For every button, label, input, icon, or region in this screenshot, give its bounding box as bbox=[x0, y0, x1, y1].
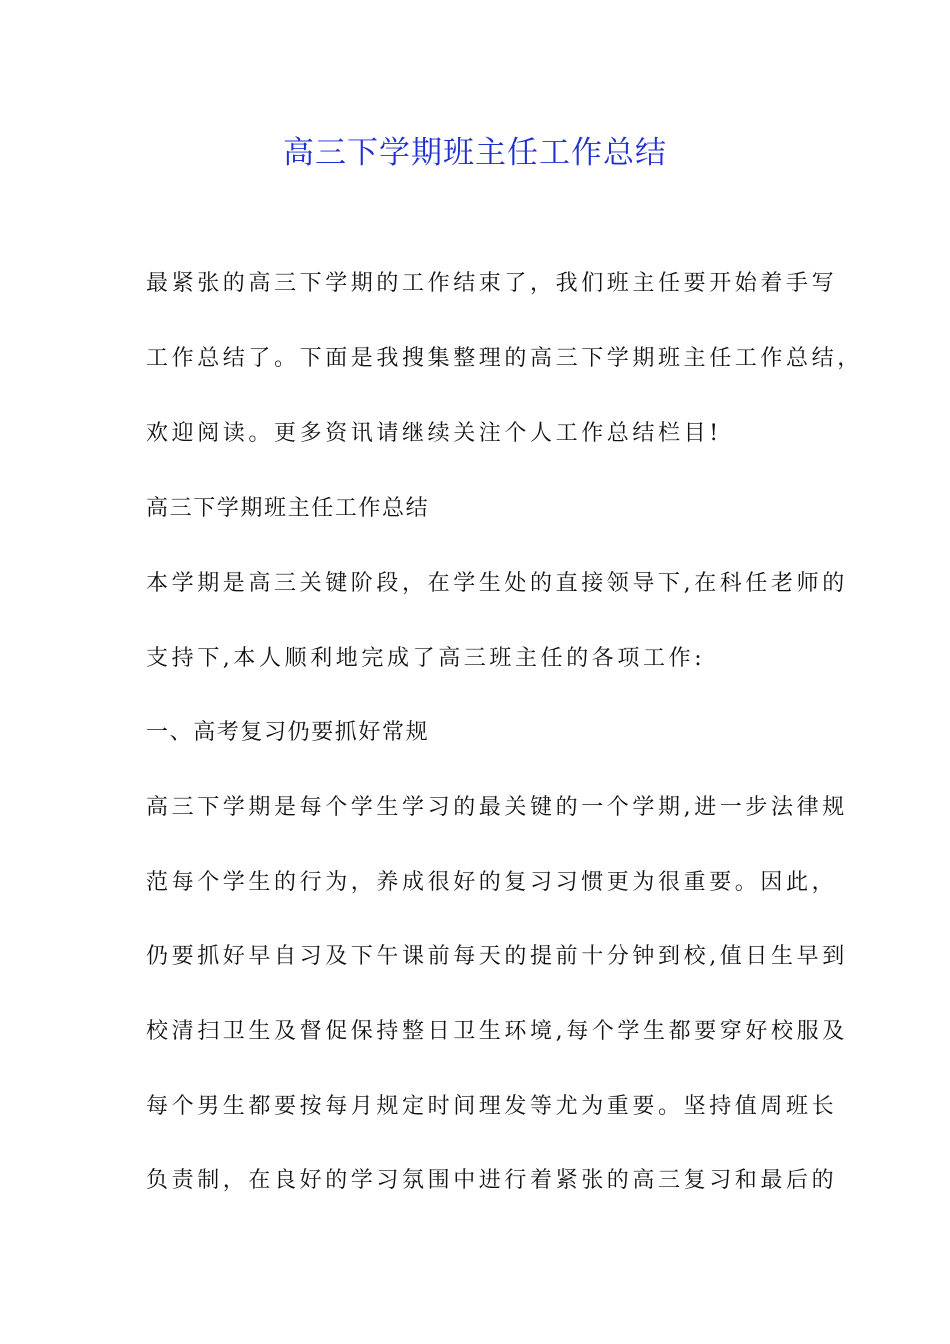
paragraph-line: 最紧张的高三下学期的工作结束了，我们班主任要开始着手写 bbox=[146, 271, 838, 296]
paragraph-line: 校清扫卫生及督促保持整日卫生环境,每个学生都要穿好校服及 bbox=[146, 1019, 848, 1044]
paragraph-line: 每个男生都要按每月规定时间理发等尤为重要。坚持值周班长 bbox=[146, 1094, 838, 1119]
section-heading: 高三下学期班主任工作总结 bbox=[146, 496, 430, 521]
paragraph-line: 仍要抓好早自习及下午课前每天的提前十分钟到校,值日生早到 bbox=[146, 944, 848, 969]
paragraph-line: 本学期是高三关键阶段，在学生处的直接领导下,在科任老师的 bbox=[146, 571, 848, 596]
section-heading: 一、高考复习仍要抓好常规 bbox=[146, 720, 430, 745]
paragraph-line: 支持下,本人顺利地完成了高三班主任的各项工作: bbox=[146, 646, 706, 671]
paragraph-line: 范每个学生的行为，养成很好的复习习惯更为很重要。因此， bbox=[146, 870, 838, 895]
document-title: 高三下学期班主任工作总结 bbox=[283, 135, 667, 171]
paragraph-line: 欢迎阅读。更多资讯请继续关注个人工作总结栏目! bbox=[146, 421, 722, 446]
paragraph-line: 负责制，在良好的学习氛围中进行着紧张的高三复习和最后的 bbox=[146, 1168, 838, 1193]
paragraph-line: 高三下学期是每个学生学习的最关键的一个学期,进一步法律规 bbox=[146, 795, 848, 820]
paragraph-line: 工作总结了。下面是我搜集整理的高三下学期班主任工作总结， bbox=[146, 346, 863, 371]
